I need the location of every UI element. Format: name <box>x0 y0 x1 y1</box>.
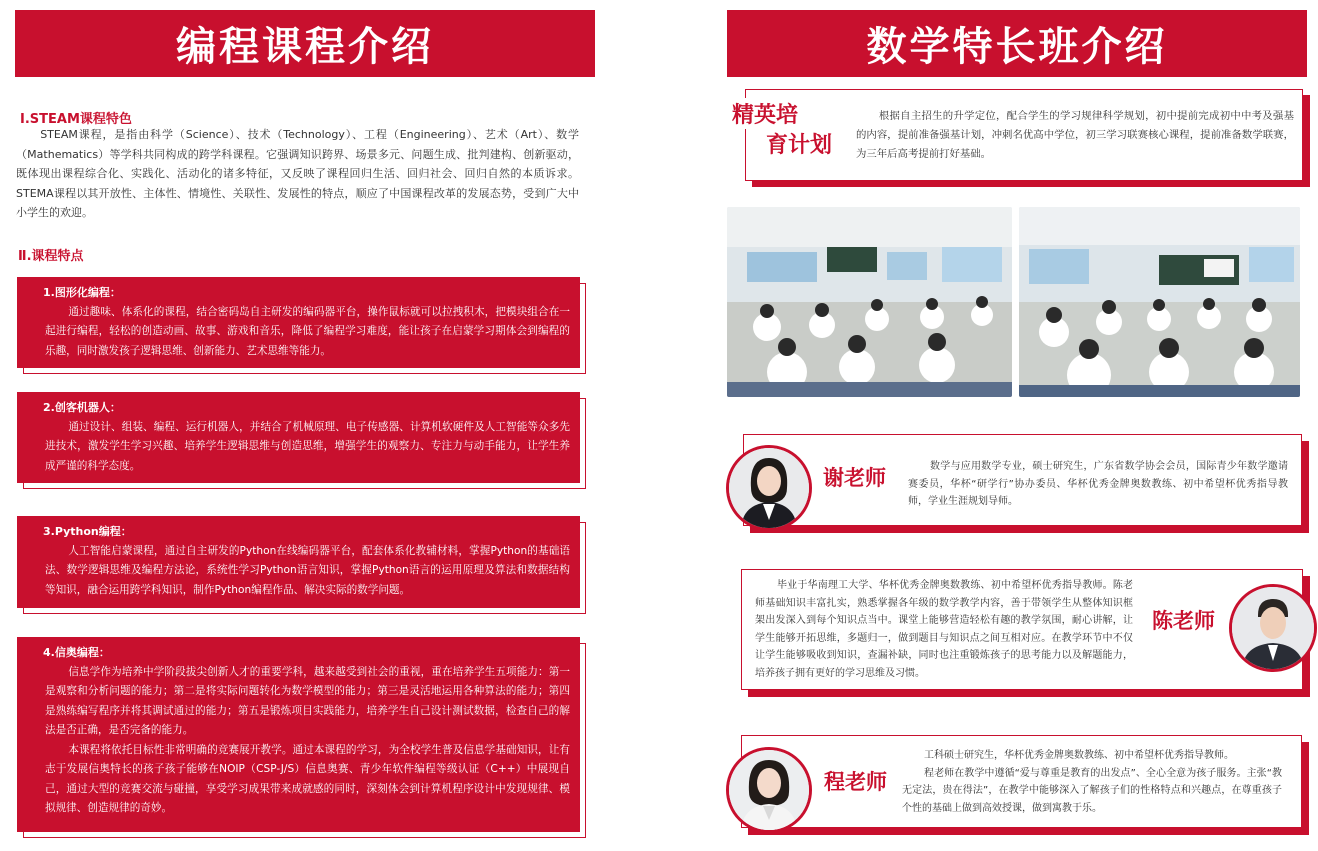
teacher-2-text: 毕业于华南理工大学、华杯优秀金牌奥数教练、初中希望杯优秀指导教师。陈老师基础知识丰富扎实，熟悉掌握各年级的数学教学内容，善于带领学生从整体知识框架出发深入到每个知识点当中。课堂上能够营造轻松有趣的教学氛围，耐心讲解，让学生能够开拓思维，多题归一，做到题目与知识点之间互相对应。在教学环节中不仅让学生能够吸收到知识，查漏补缺，同时也注重锻炼孩子的思考能力以及解题能力，培养孩子拥有更好的学习思维及习惯。 <box>755 580 1133 679</box>
teacher-3-avatar <box>726 747 812 833</box>
elite-title-line2: 育计划 <box>766 132 833 158</box>
teacher-3-portrait-icon <box>729 750 809 830</box>
feature-4-text-1: 信息学作为培养中学阶段拔尖创新人才的重要学科，越来越受到社会的重视，重在培养学生五项能力：第一是观察和分析问题的能力；第二是将实际问题转化为数学模型的能力；第三是灵活地运用各种算法的能力；第四是熟练编写程序并将其调试通过的能力；第五是锻炼项目实践能力，培养学生自己设计测试数据，检查自己的解法是否正确，是否完备的能力。 <box>45 665 570 736</box>
feature-3-title: 3.Python编程： <box>43 525 132 538</box>
classroom-photo-left-graphic <box>727 207 1012 397</box>
teacher-3-text-2: 程老师在教学中遵循“爱与尊重是教育的出发点”、全心全意为孩子服务。主张“教无定法，贵在得法”，在教学中能够深入了解孩子们的性格特点和兴趣点，在尊重孩子个性的基础上做到高效授课，做到寓教于乐。 <box>902 767 1282 814</box>
feature-3-text: 人工智能启蒙课程，通过自主研发的Python在线编码器平台，配套体系化教辅材料，掌握Python的基础语法、数学逻辑思维及编程方法论，系统性学习Python语言知识，掌握Python语言的运用原理及算法和数据结构等知识，融合运用跨学科知识，制作Python编程作品、解决实际的数学问题。 <box>45 544 570 596</box>
teacher-1-text: 数学与应用数学专业，硕士研究生，广东省数学协会会员，国际青少年数学邀请赛委员，华杯“研学行”协办委员、华杯优秀金牌奥数教练、初中希望杯优秀指导教师，学业生涯规划导师。 <box>908 461 1288 507</box>
feature-2-text: 通过设计、组装、编程、运行机器人，并结合了机械原理、电子传感器、计算机软硬件及人工智能等众多先进技术，激发学生学习兴趣、培养学生逻辑思维与创造思维，增强学生的观察力、专注力与动手能力，让学生养成严谨的科学态度。 <box>45 420 570 472</box>
features-section-title: Ⅱ.课程特点 <box>18 249 84 264</box>
teacher-1-portrait-icon <box>729 448 809 528</box>
classroom-photo-right-graphic <box>1019 207 1300 397</box>
teacher-2-portrait-icon <box>1232 587 1314 669</box>
teacher-3-name: 程老师 <box>824 769 887 794</box>
feature-2-box <box>17 392 580 483</box>
teacher-1-avatar <box>726 445 812 531</box>
feature-4-text-2: 本课程将依托目标性非常明确的竞赛展开教学。通过本课程的学习，为全校学生普及信息学基础知识，让有志于发展信奥特长的孩子孩子能够在NOIP（CSP-J/S）信息奥赛、青少年软件编程等级认证（C++）中展现自己，通过大型的竞赛交流与碰撞，享受学习成果带来成就感的同时，深刻体会到计算机程序设计中发现规律、模拟规律、创造规律的奇妙。 <box>45 743 570 814</box>
teacher-2-avatar <box>1229 584 1317 672</box>
classroom-photo-left <box>727 207 1012 397</box>
programming-banner-title: 编程课程介绍 <box>15 10 595 77</box>
elite-title-line1: 精英培 <box>728 98 802 129</box>
math-banner-title: 数学特长班介绍 <box>727 10 1307 77</box>
teacher-3-text-block <box>902 747 1282 817</box>
feature-3-box <box>17 516 580 608</box>
teacher-2-name: 陈老师 <box>1150 605 1217 635</box>
steam-section-title: Ⅰ.STEAM课程特色 <box>20 112 132 127</box>
feature-2-title: 2.创客机器人： <box>43 401 121 414</box>
feature-1-text: 通过趣味、体系化的课程，结合密码岛自主研发的编码器平台，操作鼠标就可以拉拽积木，把模块组合在一起进行编程，轻松的创造动画、故事、游戏和音乐，降低了编程学习难度，能让孩子在启蒙学习期体会到编程的乐趣，同时激发孩子逻辑思维、创新能力、艺术思维等能力。 <box>45 305 570 357</box>
elite-text: 根据自主招生的升学定位，配合学生的学习规律科学规划，初中提前完成初中中考及强基的内容，提前准备强基计划，冲刺名优高中学位，初三学习联赛核心课程，提前准备数学联赛，为三年后高考提前打好基础。 <box>856 110 1294 160</box>
steam-paragraph: STEAM课程，是指由科学（Science）、技术（Technology）、工程（Engineering）、艺术（Art）、数学（Mathematics）等学科共同构成的跨学科课程。它强调知识跨界、场景多元、问题生成、批判建构、创新驱动，既体现出课程综合化、实践化、活动化的诸多特征，又反映了课程回归生活、回归社会、回归自然的本质诉求。STEMA课程以其开放性、主体性、情境性、关联性、发展性的特点，顺应了中国课程改革的发展态势，受到广大中小学生的欢迎。 <box>16 128 579 219</box>
teacher-3-text-1: 工科硕士研究生，华杯优秀金牌奥数教练、初中希望杯优秀指导教师。 <box>924 750 1234 761</box>
classroom-photo-right <box>1019 207 1300 397</box>
feature-4-title: 4.信奥编程： <box>43 646 110 659</box>
feature-1-title: 1.图形化编程： <box>43 286 121 299</box>
feature-4-box <box>17 637 580 832</box>
feature-1-box <box>17 277 580 368</box>
teacher-1-name: 谢老师 <box>823 465 886 490</box>
